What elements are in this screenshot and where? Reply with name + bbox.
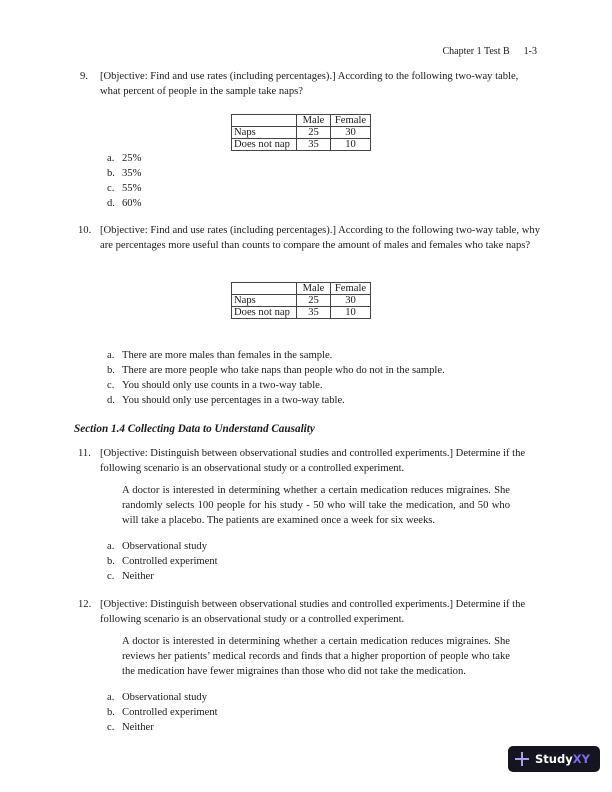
row-label: Does not nap [232, 139, 297, 151]
badge-label-accent: XY [572, 751, 590, 766]
option-letter: b. [107, 365, 115, 376]
answer-option [107, 378, 445, 393]
option-text: Neither [122, 571, 154, 582]
option-text: You should only use counts in a two-way table. [122, 380, 323, 391]
answer-option [107, 181, 141, 196]
answer-option [107, 196, 141, 211]
table-header-cell [232, 283, 297, 295]
table-header-cell [232, 115, 297, 127]
answer-option [107, 151, 141, 166]
option-letter: c. [107, 571, 115, 582]
option-text: Observational study [122, 541, 208, 552]
answer-option [107, 166, 141, 181]
answer-option [107, 554, 218, 569]
answer-option [107, 363, 445, 378]
cell-male: 35 [297, 307, 331, 319]
table-header-cell: Female [331, 115, 371, 127]
option-text: There are more males than females in the sample. [122, 350, 333, 361]
studyxy-badge[interactable] [508, 746, 600, 772]
cell-male: 35 [297, 139, 331, 151]
question-number: 9. [80, 71, 88, 82]
question-number: 11. [78, 448, 91, 459]
row-label: Does not nap [232, 307, 297, 319]
answer-option [107, 539, 218, 554]
table-header-cell: Male [297, 115, 331, 127]
question-text: [Objective: Distinguish between observational studies and controlled experiments.] Determine if the following scenario is an observational study or a controlled experiment. [100, 448, 526, 474]
question-number: 12. [78, 599, 92, 610]
scenario-text: A doctor is interested in determining whether a certain medication reduces migraines. She randomly selects 100 people for his study - 50 who will take the medication, and 50 who will take a placebo. The patients are examined once a week for six weeks. [122, 485, 510, 526]
option-text: You should only use percentages in a two-way table. [122, 395, 345, 406]
table-header-row [232, 283, 371, 295]
chapter-title: Chapter 1 Test B [442, 46, 510, 57]
option-letter: b. [107, 556, 115, 567]
cell-female: 30 [331, 127, 371, 139]
option-text: There are more people who take naps than people who do not in the sample. [122, 365, 445, 376]
option-text: Neither [122, 722, 154, 733]
option-letter: a. [107, 541, 115, 552]
option-letter: a. [107, 350, 115, 361]
option-letter: d. [107, 395, 115, 406]
option-text: 25% [122, 153, 142, 164]
two-way-table [231, 114, 371, 151]
section-heading: Section 1.4 Collecting Data to Understand Causality [74, 423, 315, 435]
answer-options [107, 690, 218, 735]
cell-female: 30 [331, 295, 371, 307]
option-letter: b. [107, 168, 115, 179]
table-header-row [232, 115, 371, 127]
question-text: [Objective: Distinguish between observational studies and controlled experiments.] Determine if the following scenario is an observational study or a controlled experiment. [100, 599, 526, 625]
option-text: 55% [122, 183, 142, 194]
option-text: Controlled experiment [122, 556, 218, 567]
table-header-cell: Male [297, 283, 331, 295]
option-text: Controlled experiment [122, 707, 218, 718]
answer-options [107, 348, 445, 408]
cell-female: 10 [331, 307, 371, 319]
plus-icon [515, 752, 529, 766]
answer-option [107, 393, 445, 408]
table-row [232, 307, 371, 319]
option-letter: c. [107, 722, 115, 733]
option-letter: b. [107, 707, 115, 718]
answer-option [107, 690, 218, 705]
badge-label [535, 752, 590, 767]
badge-label-main: Study [535, 751, 573, 766]
option-letter: d. [107, 198, 115, 209]
cell-male: 25 [297, 127, 331, 139]
answer-option [107, 705, 218, 720]
two-way-table [231, 282, 371, 319]
page-header [442, 44, 537, 59]
question-number: 10. [78, 225, 92, 236]
answer-option [107, 569, 218, 584]
answer-options [107, 539, 218, 584]
option-letter: c. [107, 183, 115, 194]
option-letter: a. [107, 692, 115, 703]
answer-option [107, 720, 218, 735]
cell-female: 10 [331, 139, 371, 151]
table-row [232, 139, 371, 151]
answer-option [107, 348, 445, 363]
option-text: 60% [122, 198, 142, 209]
answer-options [107, 151, 141, 211]
row-label: Naps [232, 127, 297, 139]
row-label: Naps [232, 295, 297, 307]
scenario-text: A doctor is interested in determining whether a certain medication reduces migraines. She reviews her patients’ medical records and finds that a higher proportion of people who take the medication have fewer migraines than those who did not take the medication. [122, 636, 510, 677]
page-number: 1-3 [523, 46, 537, 57]
option-text: Observational study [122, 692, 208, 703]
option-letter: c. [107, 380, 115, 391]
option-letter: a. [107, 153, 115, 164]
question-text: [Objective: Find and use rates (including percentages).] According to the following two-way table, what percent of people in the sample take naps? [100, 71, 519, 97]
option-text: 35% [122, 168, 142, 179]
table-header-cell: Female [331, 283, 371, 295]
table-row [232, 127, 371, 139]
cell-male: 25 [297, 295, 331, 307]
question-text: [Objective: Find and use rates (including percentages).] According to the following two-way table, why are percentages more useful than counts to compare the amount of males and females who take naps? [100, 225, 540, 251]
table-row [232, 295, 371, 307]
